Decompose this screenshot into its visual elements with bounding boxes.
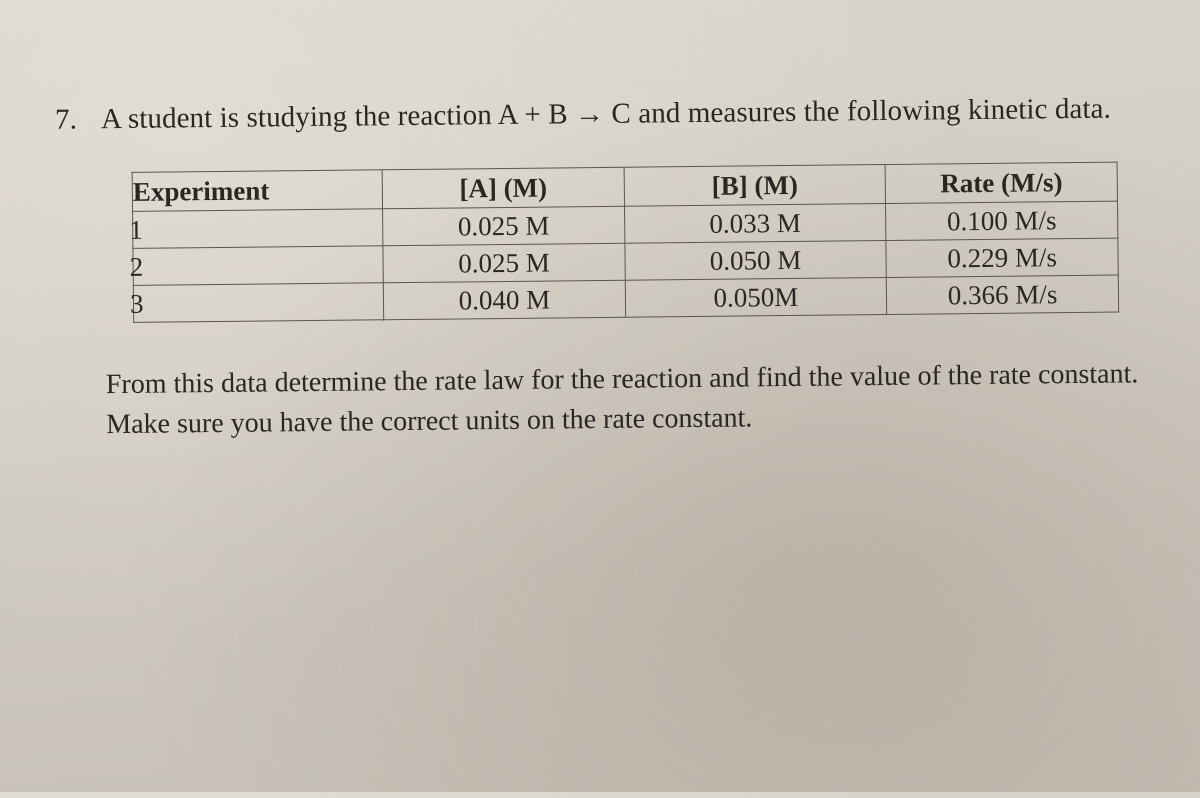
question-number: 7. [54, 103, 78, 136]
rate-cell: 0.100 M/s [886, 201, 1118, 240]
concentration-a-cell: 0.025 M [383, 243, 625, 283]
concentration-b-cell: 0.050M [625, 277, 887, 317]
concentration-a-cell: 0.025 M [383, 206, 625, 246]
header-concentration-b: [B] (M) [624, 164, 886, 206]
rate-cell: 0.229 M/s [886, 238, 1118, 277]
header-experiment: Experiment [132, 170, 383, 212]
concentration-a-cell: 0.040 M [383, 280, 625, 320]
header-rate: Rate (M/s) [885, 162, 1117, 203]
kinetic-data-table [129, 162, 1120, 323]
question-prompt: From this data determine the rate law for the reaction and find the value of the rate constant. Make sure you have the correct units on the rate constant. [105, 358, 1139, 441]
experiment-number: 2 [133, 246, 383, 286]
experiment-number: 1 [133, 209, 383, 249]
concentration-b-cell: 0.050 M [625, 240, 887, 280]
rate-cell: 0.366 M/s [887, 275, 1119, 314]
concentration-b-cell: 0.033 M [624, 203, 886, 243]
experiment-number: 3 [133, 283, 383, 323]
question-text: A student is studying the reaction A + B → C and measures the following kinetic data. [100, 92, 1112, 136]
header-concentration-a: [A] (M) [382, 167, 624, 209]
question-7 [55, 93, 1111, 137]
